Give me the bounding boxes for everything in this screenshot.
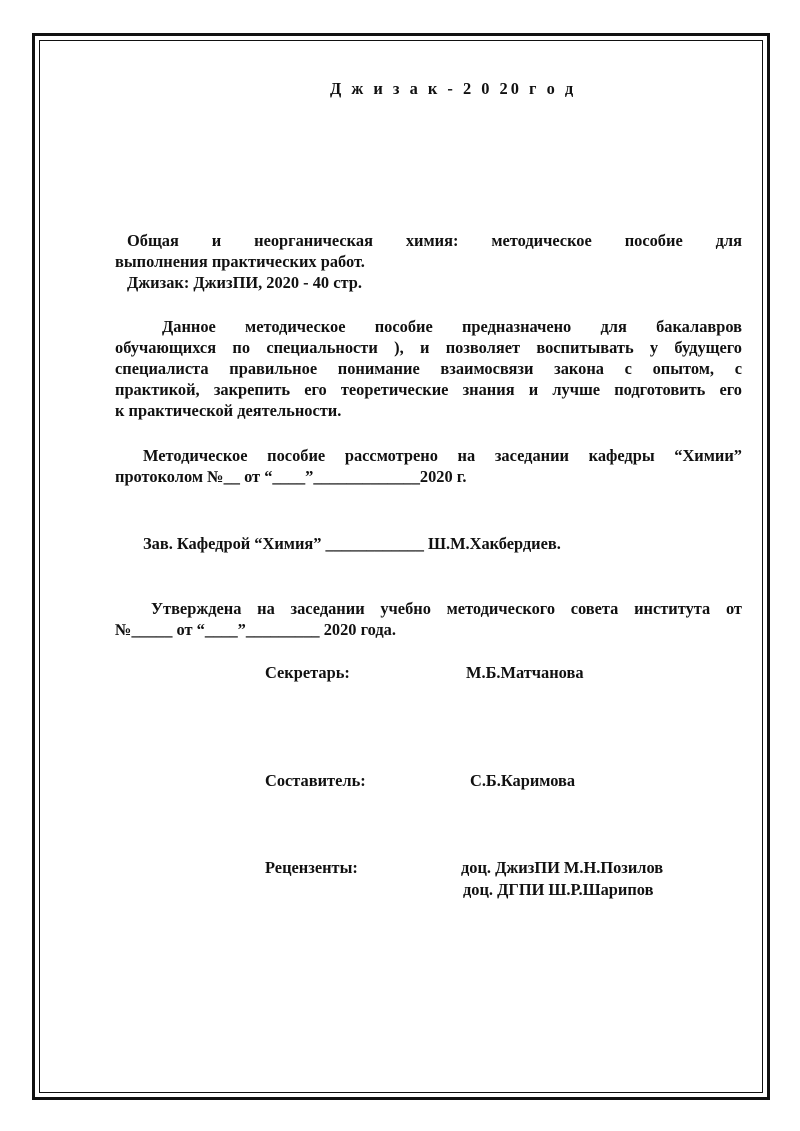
secretary-label: Секретарь:	[265, 663, 350, 682]
review-line-2: протоколом №__ от “____”_____________2020 г.	[115, 467, 467, 486]
summary-block	[115, 230, 742, 293]
head-of-department-line: Зав. Кафедрой “Химия” ____________ Ш.М.Хакбердиев.	[143, 534, 561, 553]
secretary-name: М.Б.Матчанова	[466, 663, 584, 682]
review-paragraph	[115, 445, 742, 487]
description-line-3: специалиста правильное понимание взаимосвязи закона с опытом, с	[115, 359, 742, 378]
approval-line-1: Утверждена на заседании учебно методического совета института от	[151, 599, 742, 618]
review-line-1: Методическое пособие рассмотрено на заседании кафедры “Химии”	[143, 446, 742, 465]
description-line-2: обучающихся по специальности ), и позволяет воспитывать у будущего	[115, 338, 742, 357]
city-year-header: Д ж и з а к - 2 0 20 г о д	[330, 79, 577, 98]
summary-line-3: Джизак: ДжизПИ, 2020 - 40 стр.	[127, 273, 362, 292]
summary-line-1: Общая и неорганическая химия: методическое пособие для	[127, 231, 742, 250]
description-line-4: практикой, закрепить его теоретические знания и лучше подготовить его	[115, 380, 742, 399]
reviewer-1: доц. ДжизПИ М.Н.Позилов	[461, 858, 664, 877]
approval-paragraph	[115, 598, 742, 640]
compiler-label: Составитель:	[265, 771, 366, 790]
reviewers-label: Рецензенты:	[265, 858, 358, 877]
description-line-5: к практической деятельности.	[115, 401, 342, 420]
approval-line-2: №_____ от “____”_________ 2020 года.	[115, 620, 396, 639]
description-line-1: Данное методическое пособие предназначено для бакалавров	[162, 317, 742, 336]
compiler-name: С.Б.Каримова	[470, 771, 576, 790]
reviewer-2: доц. ДГПИ Ш.Р.Шарипов	[463, 880, 654, 899]
page-border-inner	[39, 40, 763, 1093]
summary-line-2: выполнения практических работ.	[115, 252, 365, 271]
description-paragraph	[115, 316, 742, 421]
